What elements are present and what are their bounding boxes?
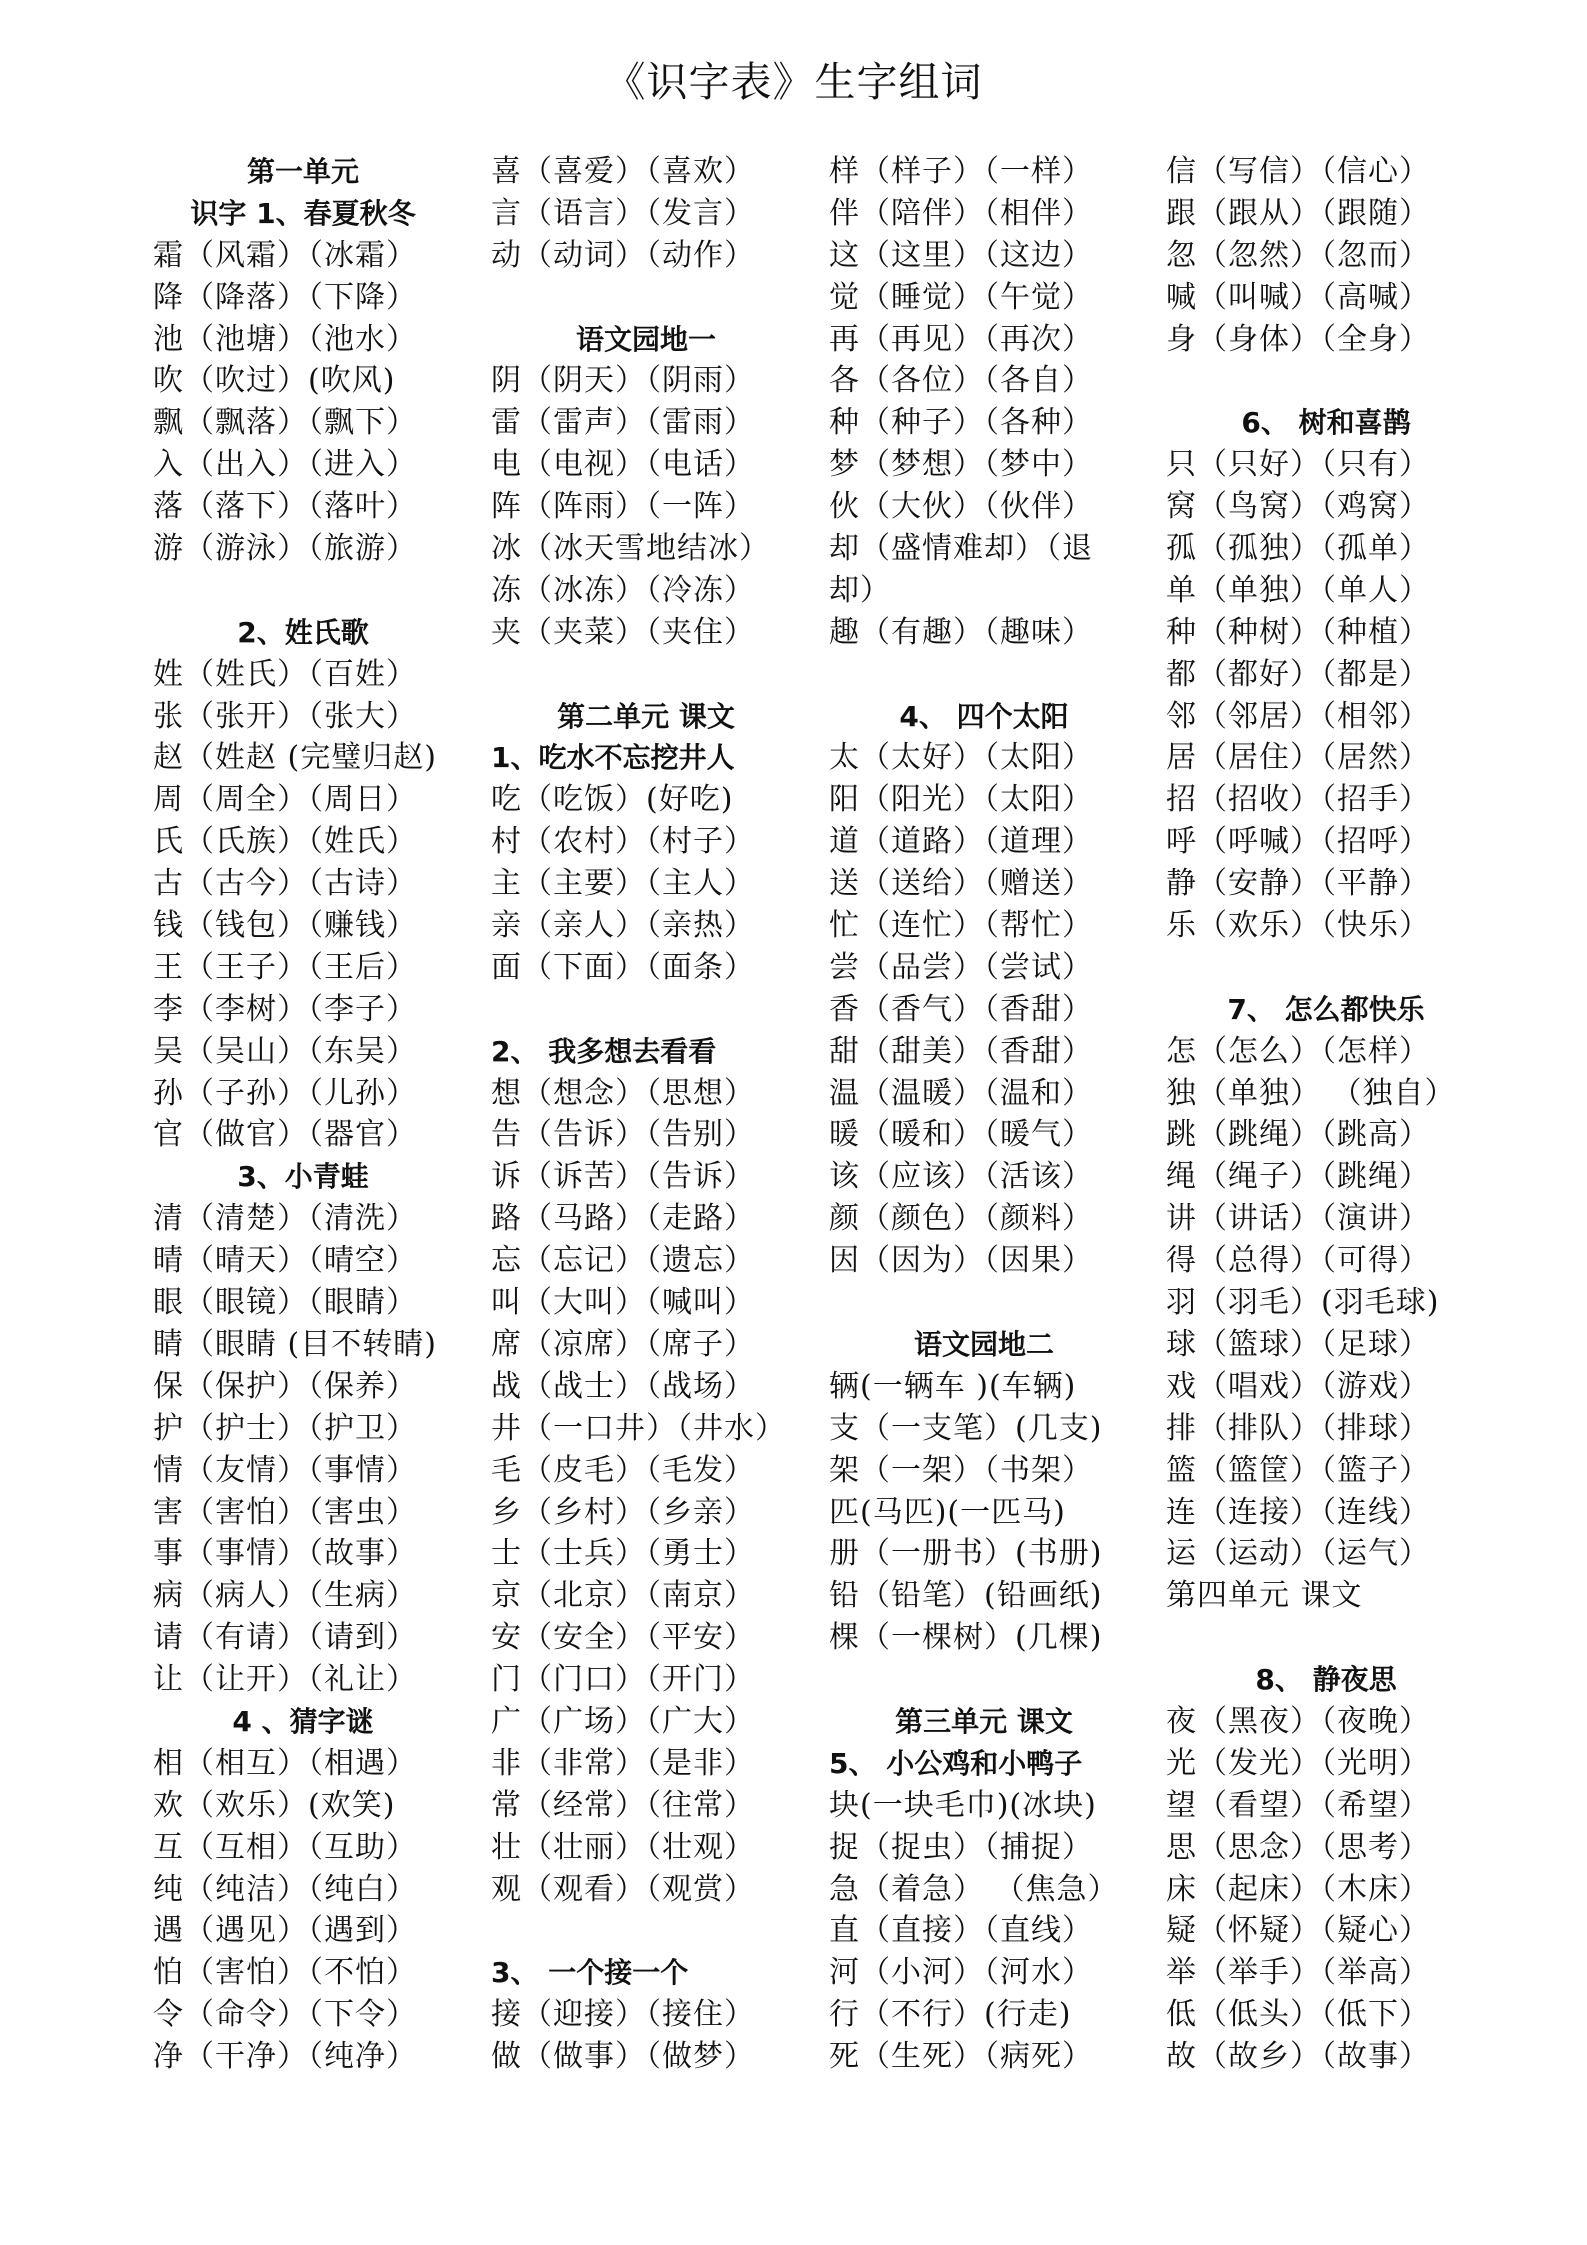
word-entry: 王（王子）（王后） <box>153 949 417 985</box>
word-entry: 氏（氏族）（姓氏） <box>153 824 417 860</box>
word-entry: 欢（欢乐）(欢笑) <box>153 1787 396 1823</box>
word-entry: 护（护士）（护卫） <box>153 1410 417 1446</box>
section-heading: 3、小青蛙 <box>237 1160 369 1194</box>
word-entry: 送（送给）（赠送） <box>829 866 1093 902</box>
word-entry: 叫（大叫）（喊叫） <box>491 1285 755 1321</box>
word-entry: 窝（鸟窝）（鸡窝） <box>1166 489 1430 525</box>
section-heading: 3、 一个接一个 <box>491 1956 689 1990</box>
word-entry: 床（起床）（木床） <box>1166 1871 1430 1907</box>
word-entry: 夹（夹菜）（夹住） <box>491 614 755 650</box>
word-entry: 排（排队）（排球） <box>1166 1410 1430 1446</box>
word-entry: 故（故乡）（故事） <box>1166 2039 1430 2075</box>
word-entry: 辆(一辆车 )(车辆) <box>829 1368 1077 1404</box>
word-entry: 非（非常）（是非） <box>491 1745 755 1781</box>
word-entry: 病（病人）（生病） <box>153 1578 417 1614</box>
word-entry: 保（保护）（保养） <box>153 1368 417 1404</box>
word-entry: 该（应该）（活该） <box>829 1159 1093 1195</box>
word-entry: 张（张开）（张大） <box>153 698 417 734</box>
word-entry: 常（经常）（往常） <box>491 1787 755 1823</box>
word-entry: 再（再见）（再次） <box>829 321 1093 357</box>
word-entry: 游（游泳）（旅游） <box>153 531 417 567</box>
document-title: 《识字表》生字组词 <box>604 58 983 106</box>
word-entry: 面（下面）（面条） <box>491 949 755 985</box>
word-entry: 光（发光）（光明） <box>1166 1745 1430 1781</box>
blank-line <box>153 570 453 612</box>
blank-line <box>829 654 1139 696</box>
word-entry: 事（事情）（故事） <box>153 1536 417 1572</box>
word-entry: 姓（姓氏）（百姓） <box>153 656 417 692</box>
word-entry: 害（害怕）（害虫） <box>153 1494 417 1530</box>
word-entry: 种（种树）（种植） <box>1166 614 1430 650</box>
word-entry: 种（种子）（各种） <box>829 405 1093 441</box>
word-entry: 望（看望）（希望） <box>1166 1787 1430 1823</box>
word-entry: 身（身体）（全身） <box>1166 321 1430 357</box>
word-entry: 互（互相）（互助） <box>153 1829 417 1865</box>
word-entry: 低（低头）（低下） <box>1166 1997 1430 2033</box>
word-entry: 睛（眼睛 (目不转睛) <box>153 1326 437 1362</box>
word-entry: 疑（怀疑）（疑心） <box>1166 1913 1430 1949</box>
word-entry: 梦（梦想）（梦中） <box>829 447 1093 483</box>
blank-line <box>491 277 801 319</box>
word-entry: 电（电视）（电话） <box>491 447 755 483</box>
word-entry: 毛（皮毛）（毛发） <box>491 1452 755 1488</box>
word-entry: 忘（忘记）（遗忘） <box>491 1243 755 1279</box>
word-entry: 球（篮球）（足球） <box>1166 1326 1430 1362</box>
word-entry: 甜（甜美）（香甜） <box>829 1033 1093 1069</box>
word-entry: 块(一块毛巾)(冰块) <box>829 1787 1097 1823</box>
word-entry: 路（马路）（走路） <box>491 1201 755 1237</box>
word-entry: 单（单独）（单人） <box>1166 572 1430 608</box>
word-entry: 戏（唱戏）（游戏） <box>1166 1368 1430 1404</box>
word-entry: 连（连接）（连线） <box>1166 1494 1430 1530</box>
word-entry: 思（思念）（思考） <box>1166 1829 1430 1865</box>
word-entry: 李（李树）（李子） <box>153 991 417 1027</box>
word-entry: 入（出入）（进入） <box>153 447 417 483</box>
word-entry: 河（小河）（河水） <box>829 1955 1093 1991</box>
section-heading: 第二单元 课文 <box>557 699 735 733</box>
word-entry: 太（太好）（太阳） <box>829 740 1093 776</box>
word-entry: 这（这里）（这边） <box>829 237 1093 273</box>
word-entry: 广（广场）（广大） <box>491 1703 755 1739</box>
section-heading: 7、 怎么都快乐 <box>1227 992 1425 1026</box>
word-entry: 相（相互）（相遇） <box>153 1745 417 1781</box>
word-entry: 做（做事）（做梦） <box>491 2039 755 2075</box>
word-entry: 霜（风霜）（冰霜） <box>153 237 417 273</box>
section-heading: 2、姓氏歌 <box>237 615 369 649</box>
section-heading: 第三单元 课文 <box>895 1704 1073 1738</box>
blank-line <box>1166 360 1486 402</box>
word-entry: 居（居住）（居然） <box>1166 740 1430 776</box>
word-entry: 池（池塘）（池水） <box>153 321 417 357</box>
section-heading: 6、 树和喜鹊 <box>1241 406 1411 440</box>
word-entry: 孙（子孙）（儿孙） <box>153 1075 417 1111</box>
word-entry: 伙（大伙）（伙伴） <box>829 489 1093 525</box>
word-entry: 举（举手）（举高） <box>1166 1955 1430 1991</box>
word-entry: 村（农村）（村子） <box>491 824 755 860</box>
word-entry: 忽（忽然）（忽而） <box>1166 237 1430 273</box>
word-entry: 急（着急） （焦急） <box>829 1871 1119 1907</box>
word-entry: 夜（黑夜）（夜晚） <box>1166 1703 1430 1739</box>
word-entry: 战（战士）（战场） <box>491 1368 755 1404</box>
word-entry: 喊（叫喊）（高喊） <box>1166 279 1430 315</box>
word-entry: 独（单独） （独自） <box>1166 1075 1456 1111</box>
word-entry: 却） <box>829 572 891 608</box>
section-heading: 5、 小公鸡和小鸭子 <box>829 1746 1083 1780</box>
word-entry: 席（凉席）（席子） <box>491 1326 755 1362</box>
word-entry: 情（友情）（事情） <box>153 1452 417 1488</box>
section-heading: 2、 我多想去看看 <box>491 1034 717 1068</box>
word-entry: 净（干净）（纯净） <box>153 2039 417 2075</box>
column-4 <box>1166 151 1486 2078</box>
word-entry: 士（士兵）（勇士） <box>491 1536 755 1572</box>
word-entry: 乐（欢乐）（快乐） <box>1166 908 1430 944</box>
blank-line <box>829 1659 1139 1701</box>
word-entry: 怎（怎么）（怎样） <box>1166 1033 1430 1069</box>
section-heading: 识字 1、春夏秋冬 <box>190 196 416 230</box>
word-entry: 乡（乡村）（乡亲） <box>491 1494 755 1530</box>
word-entry: 尝（品尝）（尝试） <box>829 949 1093 985</box>
word-entry: 绳（绳子）（跳绳） <box>1166 1159 1430 1195</box>
blank-line <box>491 654 801 696</box>
blank-line <box>829 1282 1139 1324</box>
word-entry: 壮（壮丽）（壮观） <box>491 1829 755 1865</box>
word-entry: 静（安静）（平静） <box>1166 866 1430 902</box>
word-entry: 赵（姓赵 (完璧归赵) <box>153 740 437 776</box>
word-entry: 古（古今）（古诗） <box>153 866 417 902</box>
word-entry: 阳（阳光）（太阳） <box>829 782 1093 818</box>
word-entry: 忙（连忙）（帮忙） <box>829 908 1093 944</box>
word-entry: 铅（铅笔）(铅画纸) <box>829 1578 1103 1614</box>
blank-line <box>491 1910 801 1952</box>
word-entry: 钱（钱包）（赚钱） <box>153 908 417 944</box>
word-entry: 温（温暖）（温和） <box>829 1075 1093 1111</box>
word-entry: 篮（篮筐）（篮子） <box>1166 1452 1430 1488</box>
word-entry: 周（周全）（周日） <box>153 782 417 818</box>
word-entry: 道（道路）（道理） <box>829 824 1093 860</box>
word-entry: 阴（阴天）（阴雨） <box>491 363 755 399</box>
word-entry: 架（一架）（书架） <box>829 1452 1093 1488</box>
word-entry: 飘（飘落）（飘下） <box>153 405 417 441</box>
word-entry: 诉（诉苦）（告诉） <box>491 1159 755 1195</box>
word-entry: 官（做官）（器官） <box>153 1117 417 1153</box>
word-entry: 纯（纯洁）（纯白） <box>153 1871 417 1907</box>
word-entry: 京（北京）（南京） <box>491 1578 755 1614</box>
word-entry: 匹(马匹)(一匹马) <box>829 1494 1066 1530</box>
word-entry: 井（一口井）（井水） <box>491 1410 786 1446</box>
section-heading: 语文园地二 <box>913 1327 1054 1361</box>
word-entry: 怕（害怕）（不怕） <box>153 1955 417 1991</box>
word-entry: 邻（邻居）（相邻） <box>1166 698 1430 734</box>
word-entry: 信（写信）（信心） <box>1166 154 1430 189</box>
word-entry: 各（各位）（各自） <box>829 363 1093 399</box>
word-entry: 安（安全）（平安） <box>491 1620 755 1656</box>
word-entry: 捉（捉虫）（捕捉） <box>829 1829 1093 1865</box>
word-entry: 死（生死）（病死） <box>829 2039 1093 2075</box>
word-entry: 册（一册书）(书册) <box>829 1536 1103 1572</box>
word-entry: 趣（有趣）（趣味） <box>829 614 1093 650</box>
word-entry: 伴（陪伴）（相伴） <box>829 195 1093 231</box>
word-entry: 颜（颜色）（颜料） <box>829 1201 1093 1237</box>
section-heading: 4、 四个太阳 <box>899 699 1069 733</box>
column-1 <box>153 151 453 2078</box>
column-2 <box>491 151 801 2078</box>
word-entry: 冻（冰冻）（冷冻） <box>491 572 755 608</box>
word-entry: 吃（吃饭）(好吃) <box>491 782 734 818</box>
section-heading: 4 、猜字谜 <box>232 1704 374 1738</box>
word-entry: 吹（吹过）(吹风) <box>153 363 396 399</box>
word-entry: 呼（呼喊）（招呼） <box>1166 824 1430 860</box>
word-entry: 讲（讲话）（演讲） <box>1166 1201 1430 1237</box>
section-heading: 第一单元 <box>246 155 359 188</box>
word-entry: 晴（晴天）（晴空） <box>153 1243 417 1279</box>
word-entry: 样（样子）（一样） <box>829 154 1093 189</box>
word-entry: 清（清楚）（清洗） <box>153 1201 417 1237</box>
word-entry: 亲（亲人）（亲热） <box>491 908 755 944</box>
word-entry: 都（都好）（都是） <box>1166 656 1430 692</box>
word-entry: 降（降落）（下降） <box>153 279 417 315</box>
word-entry: 孤（孤独）（孤单） <box>1166 531 1430 567</box>
word-entry: 得（总得）（可得） <box>1166 1243 1430 1279</box>
word-entry: 雷（雷声）（雷雨） <box>491 405 755 441</box>
word-entry: 眼（眼镜）（眼睛） <box>153 1285 417 1321</box>
word-entry: 门（门口）（开门） <box>491 1662 755 1698</box>
word-entry: 主（主要）（主人） <box>491 866 755 902</box>
word-entry: 让（让开）（礼让） <box>153 1662 417 1698</box>
word-entry: 运（运动）（运气） <box>1166 1536 1430 1572</box>
word-entry: 香（香气）（香甜） <box>829 991 1093 1027</box>
word-entry: 支（一支笔）(几支) <box>829 1410 1103 1446</box>
word-entry: 只（只好）（只有） <box>1166 447 1430 483</box>
word-entry: 第四单元 课文 <box>1166 1578 1363 1614</box>
column-3 <box>829 151 1139 2078</box>
word-entry: 跳（跳绳）（跳高） <box>1166 1117 1430 1153</box>
word-entry: 告（告诉）（告别） <box>491 1117 755 1153</box>
word-entry: 暖（暖和）（暖气） <box>829 1117 1093 1153</box>
word-entry: 落（落下）（落叶） <box>153 489 417 525</box>
word-entry: 请（有请）（请到） <box>153 1620 417 1656</box>
word-entry: 冰（冰天雪地结冰） <box>491 531 770 567</box>
word-entry: 棵（一棵树）(几棵) <box>829 1620 1103 1656</box>
word-entry: 观（观看）（观赏） <box>491 1871 755 1907</box>
blank-line <box>1166 1617 1486 1659</box>
blank-line <box>491 989 801 1031</box>
word-entry: 羽（羽毛）(羽毛球) <box>1166 1285 1440 1321</box>
word-entry: 令（命令）（下令） <box>153 1997 417 2033</box>
word-entry: 遇（遇见）（遇到） <box>153 1913 417 1949</box>
word-entry: 招（招收）（招手） <box>1166 782 1430 818</box>
word-entry: 因（因为）（因果） <box>829 1243 1093 1279</box>
word-entry: 阵（阵雨）（一阵） <box>491 489 755 525</box>
section-heading: 语文园地一 <box>575 322 716 356</box>
word-entry: 动（动词）（动作） <box>491 237 755 273</box>
word-entry: 喜（喜爱）（喜欢） <box>491 154 755 189</box>
word-entry: 吴（吴山）（东吴） <box>153 1033 417 1069</box>
word-entry: 行（不行）(行走) <box>829 1997 1072 2033</box>
word-entry: 直（直接）（直线） <box>829 1913 1093 1949</box>
section-heading: 1、吃水不忘挖井人 <box>491 741 735 775</box>
word-entry: 觉（睡觉）（午觉） <box>829 279 1093 315</box>
blank-line <box>1166 947 1486 989</box>
word-entry: 跟（跟从）（跟随） <box>1166 195 1430 231</box>
word-entry: 却（盛情难却）（退 <box>829 531 1093 567</box>
word-entry: 想（想念）（思想） <box>491 1075 755 1111</box>
section-heading: 8、 静夜思 <box>1255 1663 1397 1697</box>
word-entry: 言（语言）（发言） <box>491 195 755 231</box>
word-entry: 接（迎接）（接住） <box>491 1997 755 2033</box>
